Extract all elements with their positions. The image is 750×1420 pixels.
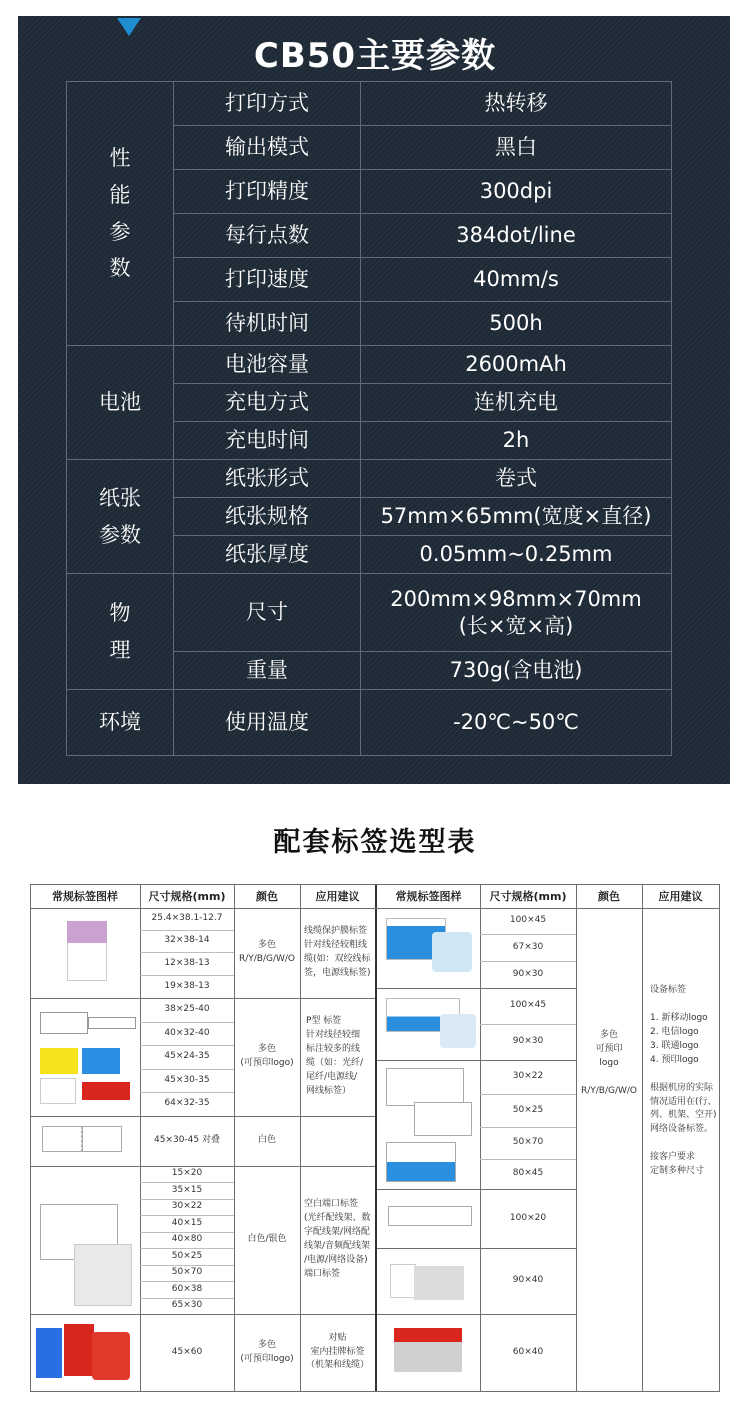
advice-cell (306, 1116, 374, 1166)
color-cell: 白色 (257, 1135, 276, 1146)
label-sample-image (388, 1206, 472, 1226)
header-color: 颜色 (598, 890, 620, 903)
label-sample-image (82, 1082, 130, 1100)
advice-cell: 线缆保护膜标签 针对线径较粗线 缆(如：双绞线标 签，电源线标签) (304, 926, 371, 978)
size-cell: 65×30 (171, 1300, 203, 1311)
spec-value (361, 574, 672, 652)
label-sample-image (74, 1244, 132, 1306)
label-sample-image (88, 1017, 136, 1029)
grid-line (30, 1391, 720, 1392)
label-sample-image (440, 1014, 476, 1048)
size-cell: 100×20 (509, 1212, 547, 1223)
size-cell: 67×30 (512, 941, 544, 952)
spec-category: 电池 (67, 346, 174, 460)
spec-value: 连机充电 (361, 384, 672, 422)
spec-value-line: 200mm×98mm×70mm (390, 587, 642, 612)
spec-value: 热转移 (361, 82, 672, 126)
label-sample-image (40, 1078, 76, 1104)
size-cell: 60×38 (171, 1283, 203, 1294)
spec-param: 充电方式 (174, 384, 361, 422)
label-sample-image (432, 932, 472, 972)
label-sample-image (40, 1012, 88, 1034)
color-cell: 多色 (可预印logo) (240, 1044, 294, 1068)
color-cell: 多色 R/Y/B/G/W/O (238, 940, 296, 964)
header-advice: 应用建议 (315, 890, 360, 903)
spec-row (67, 346, 672, 384)
size-cell: 100×45 (509, 915, 547, 926)
header-sample: 常规标签图样 (395, 890, 462, 903)
size-cell: 45×60 (171, 1346, 203, 1357)
size-cell: 90×40 (512, 1275, 544, 1286)
size-cell: 45×24-35 (164, 1051, 210, 1062)
spec-value: 0.05mm~0.25mm (361, 536, 672, 574)
size-cell: 90×30 (512, 968, 544, 979)
size-cell: 38×25-40 (164, 1004, 210, 1015)
spec-value: 730g(含电池) (361, 652, 672, 690)
spec-value: 300dpi (361, 170, 672, 214)
spec-row (67, 690, 672, 756)
advice-cell: P型 标签 针对线径较细 标注较多的线 缆（如：光纤/ 尾纤/电源线/ 网线标签） (306, 1016, 364, 1096)
label-sample-image (414, 1102, 472, 1136)
spec-row (67, 574, 672, 652)
spec-value: 40mm/s (361, 258, 672, 302)
size-cell: 40×80 (171, 1234, 203, 1245)
label-sample-image (394, 1328, 462, 1342)
spec-param: 尺寸 (174, 574, 361, 652)
spec-param: 输出模式 (174, 126, 361, 170)
spec-title: CB50主要参数 (253, 36, 497, 76)
spec-value: 500h (361, 302, 672, 346)
size-cell: 50×70 (512, 1137, 544, 1148)
label-sample-image (390, 1264, 416, 1298)
grid-line (30, 908, 720, 909)
color-cell: 白色/银色 (247, 1234, 287, 1245)
label-sample-image (92, 1332, 130, 1380)
label-sample-image (386, 1142, 456, 1182)
selection-table (30, 884, 720, 1392)
spec-value: 384dot/line (361, 214, 672, 258)
header-advice: 应用建议 (658, 890, 703, 903)
label-sample-image (64, 1324, 94, 1376)
grid-line (719, 884, 720, 1392)
grid-line (642, 884, 643, 1392)
grid-line (30, 884, 720, 885)
advice-cell: 空白端口标签 (光纤配线架、数 字配线架/网络配 线架/音频配线架 /电源/网络设备) 端口标签 (304, 1199, 371, 1279)
label-sample-image (82, 1048, 120, 1074)
label-sample-image (386, 1068, 464, 1106)
spec-value: 黑白 (361, 126, 672, 170)
size-cell: 50×70 (171, 1267, 203, 1278)
advice-cell: 对贴 室内挂牌标签 （机架和线缆） (305, 1332, 369, 1371)
header-size: 尺寸规格(mm) (148, 890, 226, 903)
size-cell: 12×38-13 (164, 957, 210, 968)
spec-value: 57mm×65mm(宽度×直径) (361, 498, 672, 536)
label-sample-image (394, 1342, 462, 1372)
spec-category: 环境 (67, 690, 174, 756)
size-cell: 50×25 (171, 1250, 203, 1261)
spec-param: 纸张厚度 (174, 536, 361, 574)
size-cell: 25.4×38.1-12.7 (151, 913, 223, 924)
size-cell: 45×30-45 对叠 (153, 1135, 220, 1146)
spec-param: 打印方式 (174, 82, 361, 126)
spec-value-line: (长×宽×高) (458, 613, 574, 638)
size-cell: 40×15 (171, 1217, 203, 1228)
size-cell: 15×20 (171, 1168, 203, 1179)
spec-category: 纸张参数 (67, 460, 174, 574)
grid-line (375, 884, 377, 1392)
spec-param: 纸张形式 (174, 460, 361, 498)
spec-param: 打印速度 (174, 258, 361, 302)
size-cell: 50×25 (512, 1104, 544, 1115)
spec-row (67, 82, 672, 126)
size-cell: 60×40 (512, 1346, 544, 1357)
size-cell: 80×45 (512, 1168, 544, 1179)
advice-cell: 设备标签 1. 新移动logo 2. 电信logo 3. 联通logo 4. 预印logo 根据机房的实际 情况适用在(行、 列、机架、空开) 网络设备标签。 接客户要求 定制多种尺寸 (650, 985, 717, 1177)
label-sample-image (414, 1266, 464, 1300)
spec-category: 性能参数 (67, 82, 174, 346)
size-cell: 19×38-13 (164, 980, 210, 991)
size-cell: 64×32-35 (164, 1098, 210, 1109)
size-cell: 35×15 (171, 1184, 203, 1195)
spec-category: 物理 (67, 574, 174, 690)
header-color: 颜色 (256, 890, 278, 903)
spec-table (66, 81, 672, 756)
size-cell: 30×22 (171, 1201, 203, 1212)
size-cell: 40×32-40 (164, 1027, 210, 1038)
spec-param: 每行点数 (174, 214, 361, 258)
label-sample-image (36, 1328, 62, 1378)
label-sample-image (82, 1126, 122, 1152)
size-cell: 90×30 (512, 1036, 544, 1047)
spec-param: 充电时间 (174, 422, 361, 460)
label-sample-image (67, 921, 107, 943)
spec-param: 电池容量 (174, 346, 361, 384)
spec-value: 卷式 (361, 460, 672, 498)
spec-param: 重量 (174, 652, 361, 690)
spec-param: 待机时间 (174, 302, 361, 346)
header-sample: 常规标签图样 (52, 890, 118, 903)
color-cell: 多色 (可预印logo) (240, 1339, 294, 1364)
size-cell: 30×22 (512, 1071, 544, 1082)
size-cell: 32×38-14 (164, 935, 210, 946)
size-cell: 45×30-35 (164, 1074, 210, 1085)
size-cell: 100×45 (509, 1000, 547, 1011)
spec-param: 使用温度 (174, 690, 361, 756)
spec-value: 2h (361, 422, 672, 460)
spec-value: -20℃~50℃ (361, 690, 672, 756)
selection-title: 配套标签选型表 (273, 827, 477, 858)
label-sample-image (42, 1126, 82, 1152)
spec-row (67, 460, 672, 498)
label-sample-image (40, 1048, 78, 1074)
spec-param: 打印精度 (174, 170, 361, 214)
spec-value: 2600mAh (361, 346, 672, 384)
spec-param: 纸张规格 (174, 498, 361, 536)
color-cell: 多色 可预印 logo R/Y/B/G/W/O (580, 1030, 638, 1096)
grid-line (30, 884, 31, 1392)
header-size: 尺寸规格(mm) (489, 890, 567, 903)
